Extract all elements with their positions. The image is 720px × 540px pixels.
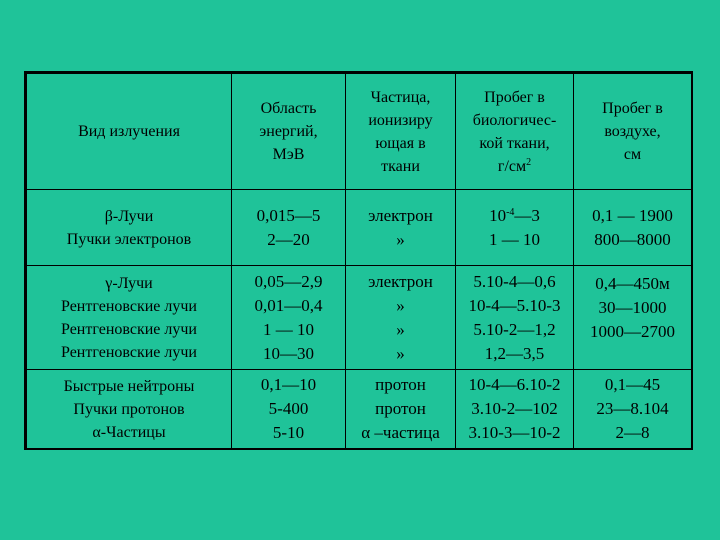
header-radiation-type: Вид излучения — [27, 74, 232, 190]
cell-range-in-tissue: 5.10-4—0,6 10-4—5.10-3 5.10-2—1,2 1,2—3,5 — [456, 266, 574, 370]
table-row-gamma — [27, 266, 692, 370]
cell-energy-range: 0,05—2,9 0,01—0,4 1 — 10 10—30 — [232, 266, 346, 370]
cell-radiation-type: γ-Лучи Рентгеновские лучи Рентгеновские лучи Рентгеновские лучи — [27, 266, 232, 370]
header-ionizing-particle: Частица, ионизиру ющая в ткани — [346, 74, 456, 190]
cell-range-in-air: 0,4—450м 30—1000 1000—2700 — [574, 266, 692, 370]
header-row — [27, 74, 692, 190]
cell-radiation-type: Быстрые нейтроны Пучки протонов α-Частицы — [27, 370, 232, 449]
radiation-table — [26, 73, 692, 449]
cell-range-in-tissue: 10-4—6.10-2 3.10-2—102 3.10-3—10-2 — [456, 370, 574, 449]
cell-range-in-tissue: $10^{-4}—3$ 1 — 10 — [456, 190, 574, 266]
cell-ionizing-particle: электрон » — [346, 190, 456, 266]
table-row-neutrons — [27, 370, 692, 449]
cell-ionizing-particle: электрон » » » — [346, 266, 456, 370]
cell-energy-range: 0,1—10 5-400 5-10 — [232, 370, 346, 449]
cell-range-in-air: 0,1 — 1900 800—8000 — [574, 190, 692, 266]
header-unit-superscript: 2 — [526, 156, 532, 168]
header-energy-range: Область энергий, МэВ — [232, 74, 346, 190]
radiation-table-frame — [24, 71, 693, 450]
cell-ionizing-particle: протон протон α –частица — [346, 370, 456, 449]
header-range-in-tissue: Пробег в биологичес- кой ткани, $г/см^2$ — [456, 74, 574, 190]
cell-radiation-type: β-Лучи Пучки электронов — [27, 190, 232, 266]
table-row-beta — [27, 190, 692, 266]
cell-energy-range: 0,015—5 2—20 — [232, 190, 346, 266]
header-range-in-air: Пробег в воздухе, см — [574, 74, 692, 190]
exponent-superscript: -4 — [506, 206, 515, 218]
cell-range-in-air: 0,1—45 23—8.104 2—8 — [574, 370, 692, 449]
